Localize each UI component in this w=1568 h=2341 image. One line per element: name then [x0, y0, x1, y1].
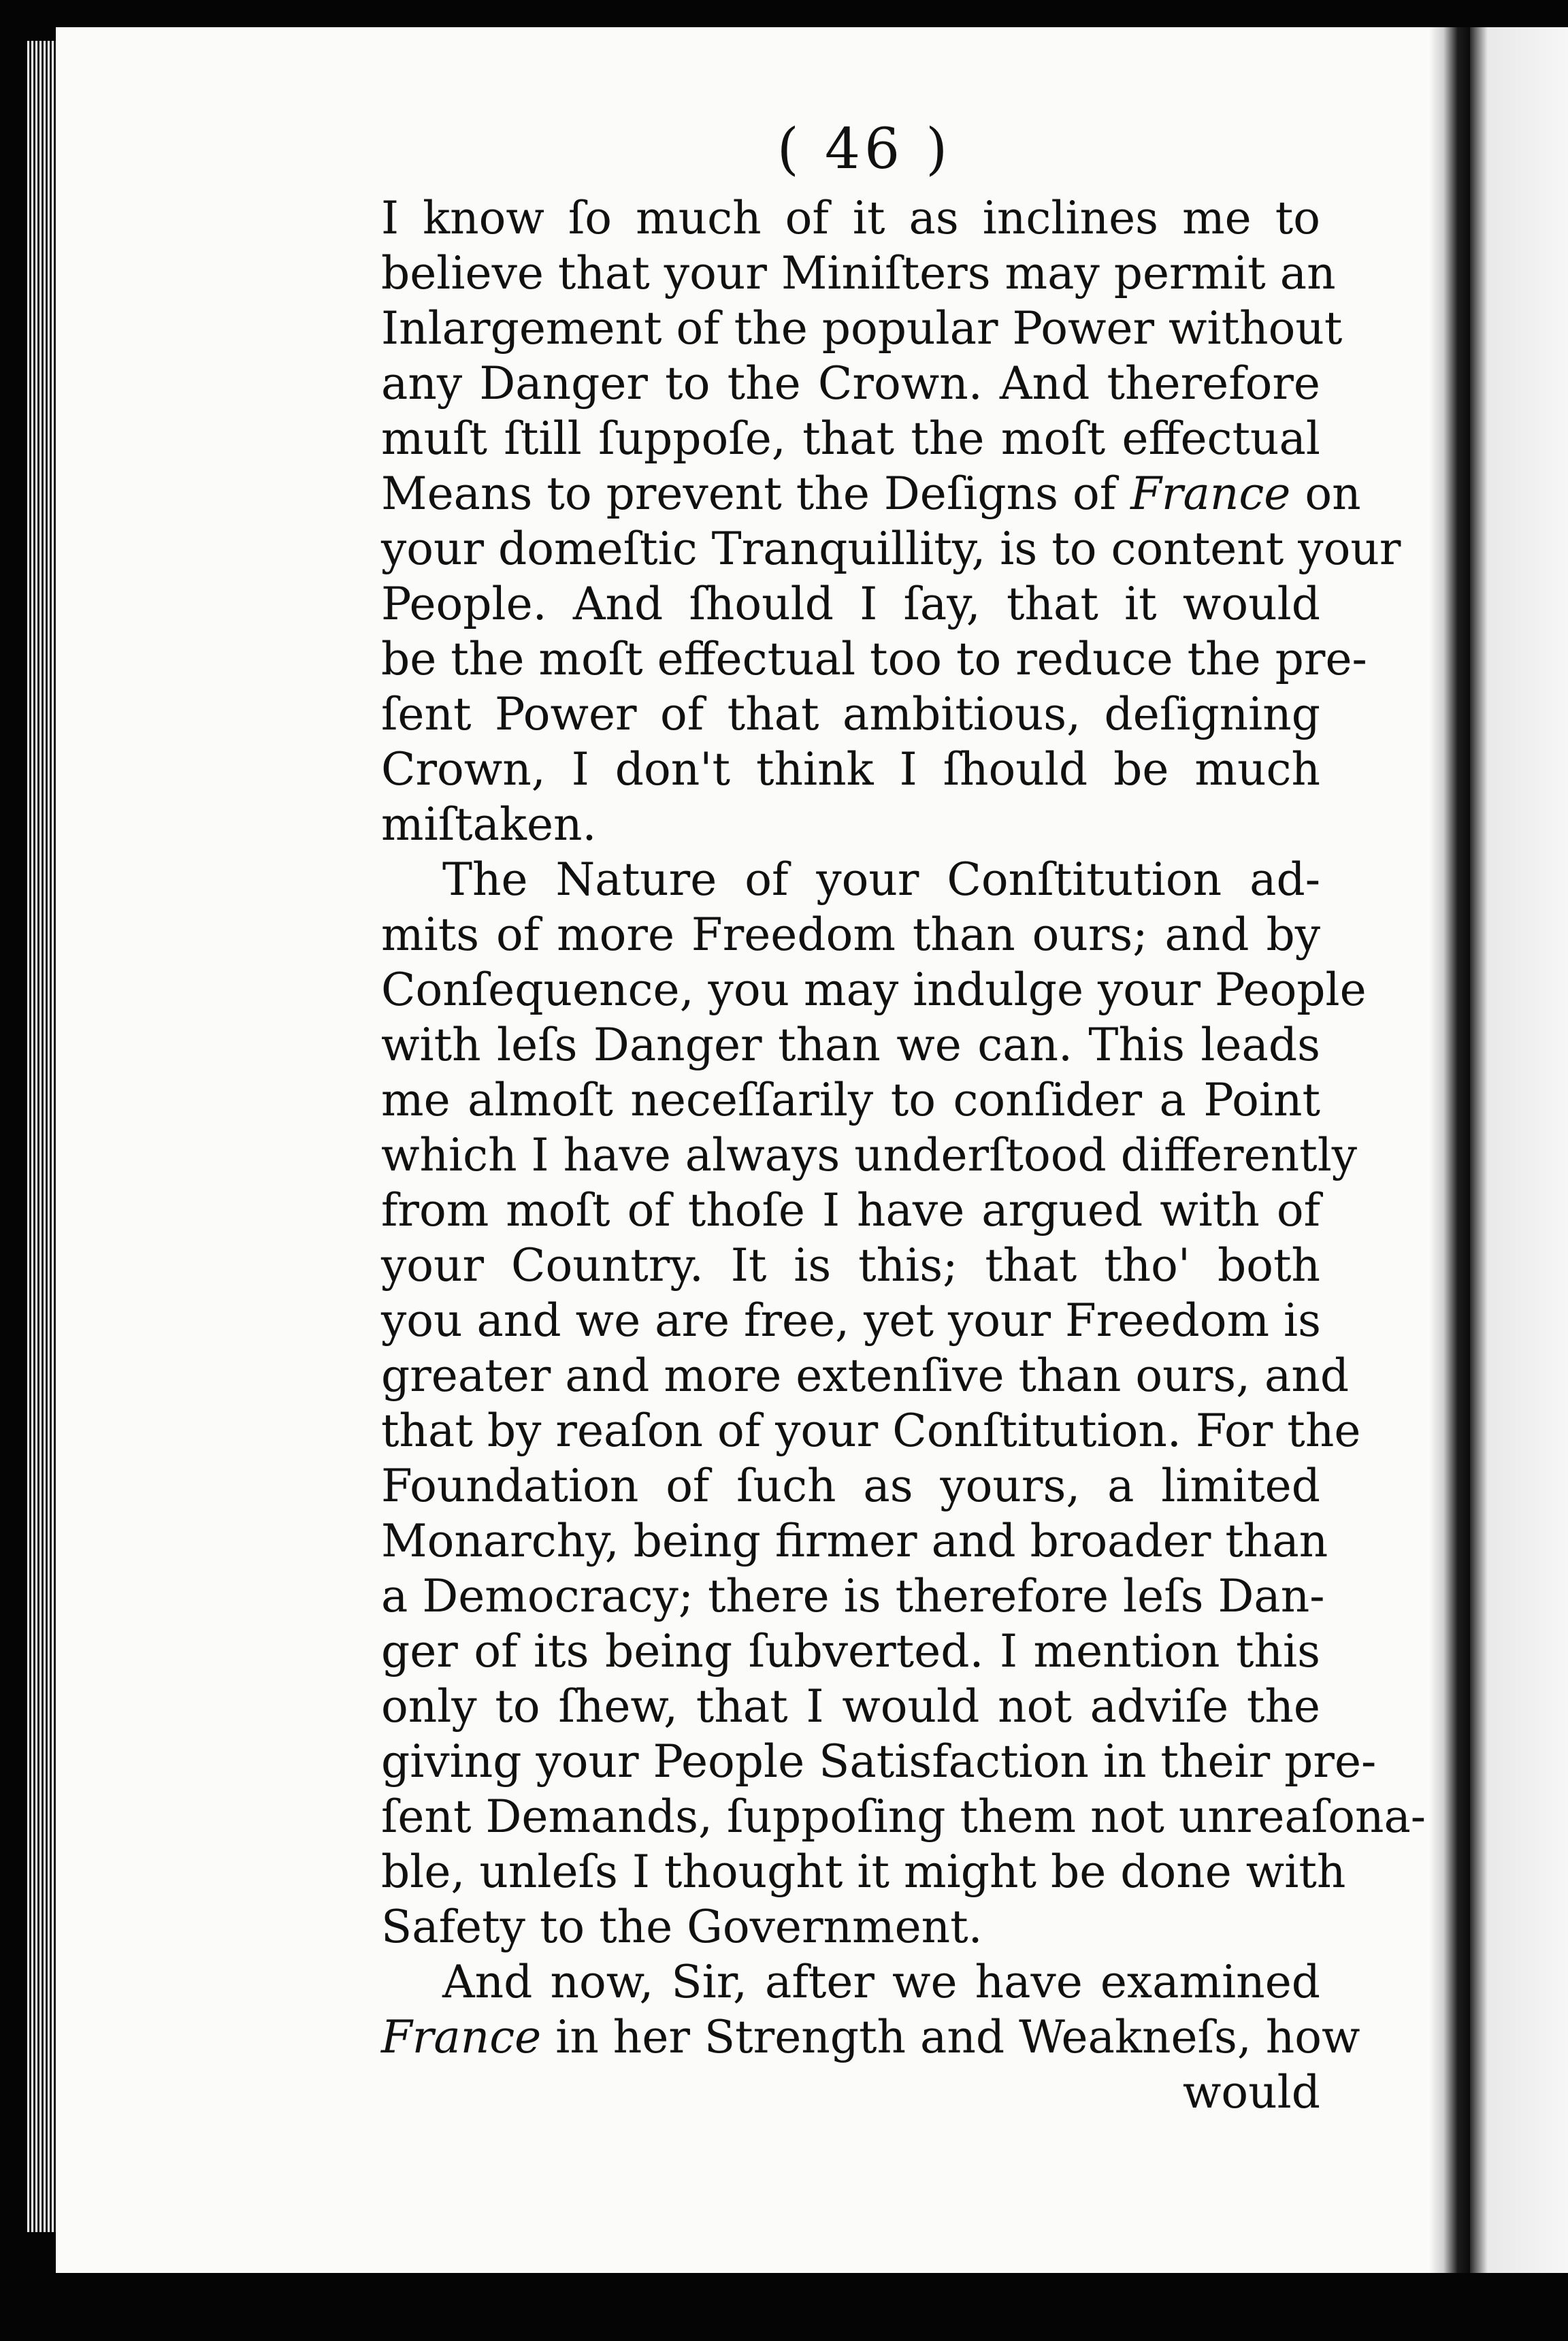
text-line: with leſs Danger than we can. This leads: [381, 1019, 1320, 1071]
text-line: me almoſt neceſſarily to conſider a Point: [381, 1074, 1320, 1126]
adjacent-page: [1470, 27, 1568, 2273]
book-page-edges: [27, 41, 56, 2232]
text-run: on: [1290, 468, 1361, 520]
book-gutter: [1429, 27, 1470, 2273]
text-line: giving your People Satisfaction in their pre-: [381, 1735, 1377, 1788]
text-line: ſent Power of that ambitious, deſigning: [381, 688, 1320, 740]
text-line: [381, 466, 1361, 521]
text-run: in her Strength and Weakneſs, how: [541, 2011, 1360, 2063]
page-number: ( 46 ): [777, 117, 952, 182]
text-line: Monarchy, being firmer and broader than: [381, 1515, 1328, 1567]
text-line: only to ſhew, that I would not adviſe the: [381, 1680, 1320, 1733]
text-line: People. And ſhould I ſay, that it would: [381, 578, 1320, 630]
text-line: The Nature of your Conſtitution ad-: [442, 853, 1320, 906]
italic-text-run: France: [381, 2011, 542, 2063]
italic-text-run: France: [1130, 468, 1291, 520]
text-line: you and we are free, yet your Freedom is: [381, 1294, 1322, 1347]
text-line: I know ſo much of it as inclines me to: [381, 192, 1320, 244]
text-line: would: [1182, 2066, 1320, 2118]
text-line: Conſequence, you may indulge your People: [381, 964, 1367, 1016]
text-line: muſt ſtill ſuppoſe, that the moſt effectual: [381, 412, 1320, 465]
text-line: ble, unleſs I thought it might be done with: [381, 1846, 1346, 1898]
text-line: mits of more Freedom than ours; and by: [381, 908, 1320, 961]
text-run: Means to prevent the Deſigns of: [381, 468, 1131, 520]
text-line: Foundation of ſuch as yours, a limited: [381, 1460, 1320, 1512]
text-line: Inlargement of the popular Power without: [381, 302, 1343, 355]
page-text: [381, 116, 1426, 2120]
text-line: Safety to the Government.: [381, 1901, 983, 1953]
text-line: believe that your Miniſters may permit an: [381, 247, 1336, 299]
text-line: your Country. It is this; that tho' both: [381, 1239, 1320, 1292]
text-line: any Danger to the Crown. And therefore: [381, 357, 1320, 410]
text-line: your domeſtic Tranquillity, is to content your: [381, 523, 1401, 575]
text-line: greater and more extenſive than ours, and: [381, 1349, 1350, 1402]
text-line: a Democracy; there is therefore leſs Dan-: [381, 1570, 1325, 1622]
text-line: ſent Demands, ſuppoſing them not unreaſona-: [381, 1790, 1426, 1843]
text-line: that by reaſon of your Conſtitution. For the: [381, 1405, 1361, 1457]
text-line: ger of its being ſubverted. I mention this: [381, 1625, 1320, 1677]
text-line: Crown, I don't think I ſhould be much: [381, 743, 1320, 796]
text-line: which I have always underſtood differently: [381, 1129, 1358, 1181]
text-line: from moſt of thoſe I have argued with of: [381, 1184, 1320, 1237]
text-line: be the moſt effectual too to reduce the pre-: [381, 633, 1367, 685]
text-lines: [381, 191, 1426, 2120]
text-line: And now, Sir, after we have examined: [442, 1956, 1320, 2008]
text-line: [381, 2010, 1360, 2065]
text-line: miſtaken.: [381, 798, 597, 851]
